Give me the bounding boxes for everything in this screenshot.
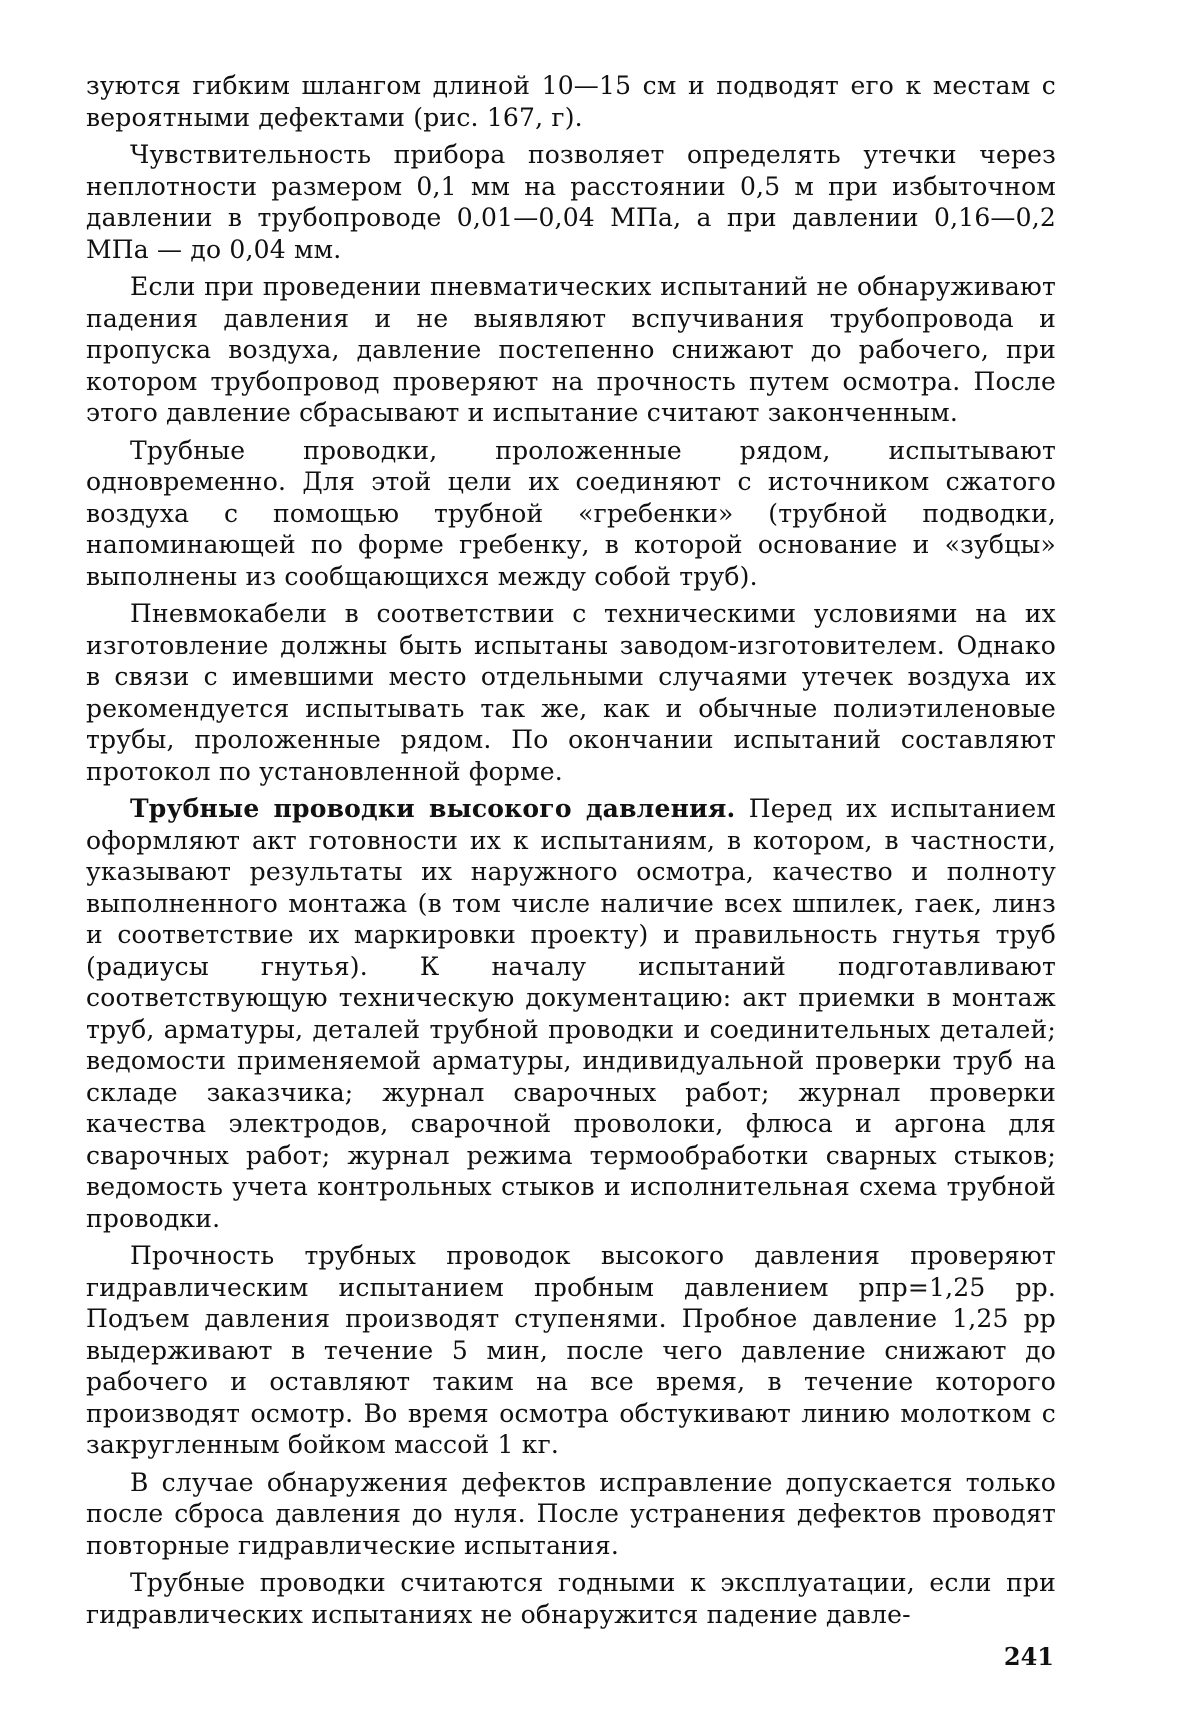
paragraph-6 (86, 793, 1056, 1234)
paragraph-1: зуются гибким шлангом длиной 10—15 см и подводят его к местам с вероятными дефектами (рис. 167, г). (86, 71, 1056, 132)
page-number: 241 (1003, 1642, 1054, 1671)
paragraph-4: Трубные проводки, проложенные рядом, испытывают одновременно. Для этой цели их соединяют с источником сжатого воздуха с помощью трубной «гребенки» (трубной подводки, напоминающей по форме гребенку, в которой основание и «зубцы» выполнены из сообщающихся между собой труб). (86, 435, 1056, 591)
paragraph-6-text: Перед их испытанием оформляют акт готовности их к испытаниям, в котором, в частности, указывают результаты их наружного осмотра, качество и полноту выполненного монтажа (в том числе наличие всех шпилек, гаек, линз и соответствие их маркировки проекту) и правильность гнутья труб (радиусы гнутья). К началу испытаний подготавливают соответствующую техническую документацию: акт приемки в монтаж труб, арматуры, деталей трубной проводки и соединительных деталей; ведомости применяемой арматуры, индивидуальной проверки труб на складе заказчика; журнал сварочных работ; журнал проверки качества электродов, сварочной проволоки, флюса и аргона для сварочных работ; журнал режима термообработки сварных стыков; ведомость учета контрольных стыков и исполнительная схема трубной проводки. (86, 794, 1056, 1233)
page-body (86, 70, 1056, 1636)
paragraph-7: Прочность трубных проводок высокого давления проверяют гидравлическим испытанием пробным давлением pпр=1,25 pр. Подъем давления производят ступенями. Пробное давление 1,25 pр выдерживают в течение 5 мин, после чего давление снижают до рабочего и оставляют таким на все время, в течение которого производят осмотр. Во время осмотра обстукивают линию молотком с закругленным бойком массой 1 кг. (86, 1241, 1056, 1459)
paragraph-2: Чувствительность прибора позволяет определять утечки через неплотности размером 0,1 мм на расстоянии 0,5 м при избыточном давлении в трубопроводе 0,01—0,04 МПа, а при давлении 0,16—0,2 МПа — до 0,04 мм. (86, 140, 1056, 264)
paragraph-3: Если при проведении пневматических испытаний не обнаруживают падения давления и не выявляют вспучивания трубопровода и пропуска воздуха, давление постепенно снижают до рабочего, при котором трубопровод проверяют на прочность путем осмотра. После этого давление сбрасывают и испытание считают законченным. (86, 272, 1056, 427)
section-heading: Трубные проводки высокого давления. (130, 794, 736, 823)
paragraph-5: Пневмокабели в соответствии с техническими условиями на их изготовление должны быть испытаны заводом-изготовителем. Однако в связи с имевшими место отдельными случаями утечек воздуха их рекомендуется испытывать так же, как и обычные полиэтиленовые трубы, проложенные рядом. По окончании испытаний составляют протокол по установленной форме. (86, 599, 1056, 786)
paragraph-9: Трубные проводки считаются годными к эксплуатации, если при гидравлических испытаниях не обнаружится падение давле- (86, 1568, 1056, 1629)
paragraph-8: В случае обнаружения дефектов исправление допускается только после сброса давления до нуля. После устранения дефектов проводят повторные гидравлические испытания. (86, 1467, 1056, 1560)
